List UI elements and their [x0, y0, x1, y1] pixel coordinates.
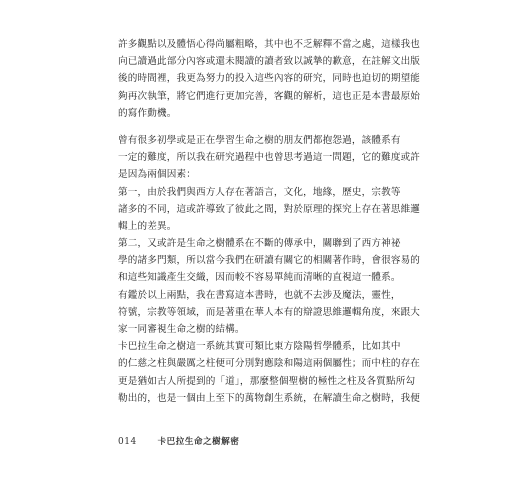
- text-line: 諸多的不同，這或許導致了彼此之間，對於原理的探究上存在著思維邏: [118, 203, 421, 215]
- page-number: 014: [118, 437, 137, 447]
- text-line: 曾有很多初學或是正在學習生命之樹的朋友們都抱怨過，該體系有: [118, 134, 401, 146]
- page-footer: [118, 436, 239, 448]
- text-line: 的仁慈之柱與嚴厲之柱便可分別對應陰和陽這兩個屬性；而中柱的存在: [118, 358, 421, 370]
- paragraph-5: [118, 287, 421, 339]
- paragraph-3: [118, 184, 421, 236]
- paragraph-2: [118, 132, 421, 184]
- body-text: [118, 36, 421, 407]
- paragraph-1: [118, 36, 421, 122]
- text-line: 符號，宗教等領域，而是著重在華人本有的辯證思維邏輯角度，來跟大: [118, 306, 421, 318]
- paragraph-6: [118, 338, 421, 407]
- paragraph-4: [118, 235, 421, 287]
- text-line: 第二，又或許是生命之樹體系在不斷的傳承中，關聯到了西方神祕: [118, 238, 401, 250]
- text-line: 許多觀點以及體悟心得尚屬粗略，其中也不乏解釋不當之處，這樣我也: [118, 39, 421, 50]
- text-line: 夠再次執筆，將它們進行更加完善，客觀的解析，這也正是本書最原始: [118, 90, 421, 102]
- text-line: 學的諸多門類，所以當今我們在研讀有關它的相關著作時，會很容易的: [118, 255, 421, 267]
- text-line: 第一，由於我們與西方人存在著語言，文化，地緣，歷史，宗教等: [118, 186, 401, 198]
- text-line: 有鑑於以上兩點，我在書寫這本書時，也就不去涉及魔法，靈性，: [118, 289, 401, 301]
- text-line: 的寫作動機。: [118, 107, 177, 119]
- text-line: 和這些知識產生交織，因而較不容易單純而清晰的直視這一體系。: [118, 272, 401, 284]
- text-line: 輯上的差異。: [118, 220, 177, 232]
- text-line: 後的時間裡，我更為努力的投入這些內容的研究，同時也迫切的期望能: [118, 73, 421, 85]
- paragraph-gap: [118, 122, 408, 132]
- running-title: 卡巴拉生命之樹解密: [157, 437, 240, 447]
- text-line: 向已讀過此部分內容或還未閱讀的讀者致以誠摯的歉意，在註解文出版: [118, 56, 421, 68]
- text-line: 一定的難度，所以我在研究過程中也曾思考過這一問題，它的難度或許: [118, 152, 421, 164]
- text-line: 家一同審視生命之樹的結構。: [118, 324, 245, 335]
- text-line: 勒出的，也是一個由上至下的萬物創生系統，在解讀生命之樹時，我便: [118, 392, 421, 404]
- text-line: 卡巴拉生命之樹這一系統其實可類比東方陰陽哲學體系，比如其中: [118, 341, 401, 353]
- text-line: 更是猶如古人所提到的「道」，那麼整個聖樹的極性之柱及各質點所勾: [118, 375, 416, 387]
- text-line: 是因為兩個因素：: [118, 169, 196, 181]
